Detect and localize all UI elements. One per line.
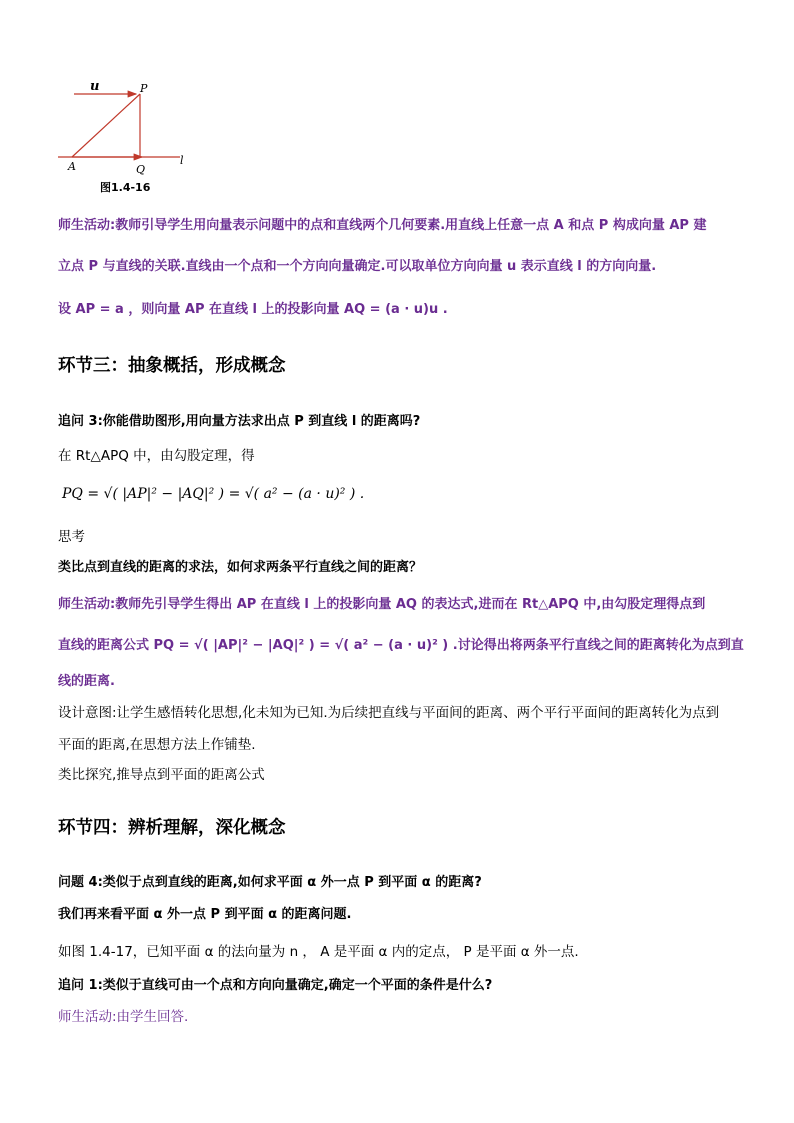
q3-analogy: 类比点到直线的距离的求法，如何求两条平行直线之间的距离？ bbox=[58, 560, 423, 575]
para2-line2: 直线的距离公式 PQ = √( |AP|² − |AQ|² ) = √( a² − (a · u)² ) .讨论得出将两条平行直线之间的距离转化为点到直 bbox=[58, 638, 744, 653]
label-q: Q bbox=[136, 163, 146, 176]
figure-1-4-16 bbox=[50, 74, 200, 199]
q4-line3: 如图 1.4-17，已知平面 α 的法向量为 n ， A 是平面 α 内的定点， P 是平面 α 外一点. bbox=[58, 944, 579, 960]
label-l: l bbox=[180, 154, 184, 167]
para2-line1: 师生活动:教师先引导学生得出 AP 在直线 l 上的投影向量 AQ 的表达式,进而在 Rt△APQ 中,由勾股定理得点到 bbox=[58, 597, 706, 612]
label-p: P bbox=[140, 82, 148, 95]
design-line1: 设计意图:让学生感悟转化思想,化未知为已知.为后续把直线与平面间的距离、两个平行平面间的距离转化为点到 bbox=[58, 705, 720, 721]
q3-intro: 在 Rt△APQ 中，由勾股定理，得 bbox=[58, 448, 255, 464]
segment-ap bbox=[72, 94, 140, 157]
q4-activity: 师生活动:由学生回答. bbox=[58, 1009, 189, 1025]
figure-caption: 图1.4-16 bbox=[100, 181, 151, 194]
label-a: A bbox=[68, 160, 76, 173]
label-u: u bbox=[90, 79, 100, 94]
q4-line2: 我们再来看平面 α 外一点 P 到平面 α 的距离问题. bbox=[58, 907, 352, 922]
q3-question: 追问 3:你能借助图形,用向量方法求出点 P 到直线 l 的距离吗? bbox=[58, 414, 421, 429]
section4-heading: 环节四：辨析理解，深化概念 bbox=[58, 818, 286, 838]
para1-line1: 师生活动:教师引导学生用向量表示问题中的点和直线两个几何要素.用直线上任意一点 A 和点 P 构成向量 AP 建 bbox=[58, 218, 707, 233]
q4-followup: 追问 1:类似于直线可由一个点和方向向量确定,确定一个平面的条件是什么? bbox=[58, 978, 493, 993]
section3-heading: 环节三：抽象概括，形成概念 bbox=[58, 356, 286, 376]
q4-question: 问题 4:类似于点到直线的距离,如何求平面 α 外一点 P 到平面 α 的距离? bbox=[58, 875, 482, 890]
q3-formula: PQ = √( |AP|² − |AQ|² ) = √( a² − (a · u)² ) . bbox=[62, 486, 365, 502]
para2-line3: 线的距离. bbox=[58, 674, 115, 689]
design-line3: 类比探究,推导点到平面的距离公式 bbox=[58, 767, 265, 783]
para1-line3: 设 AP = a ，则向量 AP 在直线 l 上的投影向量 AQ = (a · u)u . bbox=[58, 302, 448, 317]
design-line2: 平面的距离,在思想方法上作铺垫. bbox=[58, 737, 256, 753]
para1-line2: 立点 P 与直线的关联.直线由一个点和一个方向向量确定.可以取单位方向向量 u 表示直线 l 的方向向量. bbox=[58, 259, 657, 274]
q3-think: 思考 bbox=[58, 529, 85, 545]
